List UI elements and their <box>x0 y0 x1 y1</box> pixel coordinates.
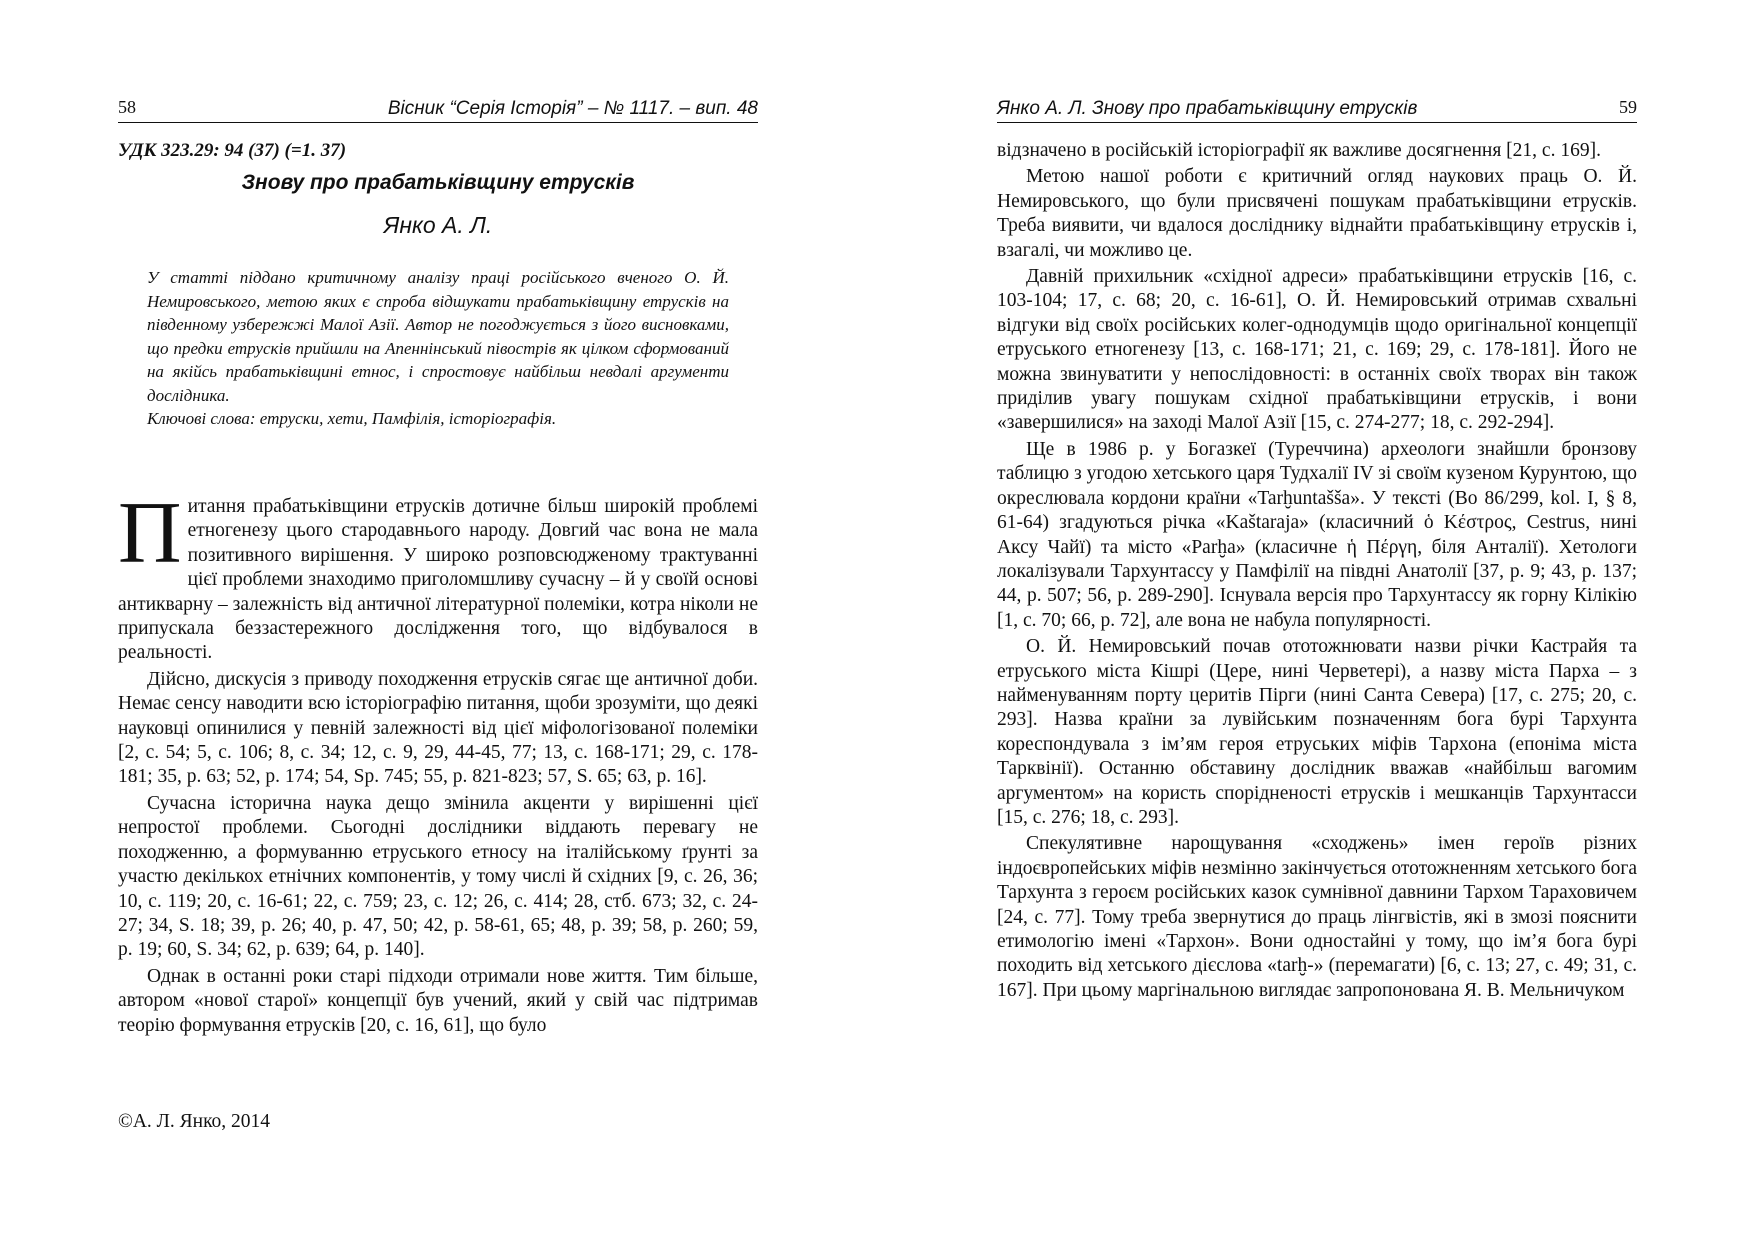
journal-title: Вісник “Серія Історія” – № 1117. – вип. 48 <box>387 98 758 119</box>
paragraph: Сучасна історична наука дещо змінила акценти у вирішенні цієї непростої проблеми. Сьогодні дослідники віддають перевагу не походженню, а формуванню етруського етносу на італійському ґрунті за участю декількох етнічних компонентів, у тому числі й східних [9, с. 26, 36; 10, с. 119; 20, с. 16-61; 22, с. 759; 23, с. 12; 26, с. 414; 28, стб. 673; 32, с. 24-27; 34, S. 18; 39, p. 26; 40, p. 47, 50; 42, p. 58-61, 65; 48, p. 39; 58, p. 260; 59, p. 19; 60, S. 34; 62, p. 639; 64, p. 140]. <box>118 792 758 961</box>
page-number-right: 59 <box>1619 97 1637 117</box>
article-author: Янко А. Л. <box>383 212 493 238</box>
paragraph: О. Й. Немировський почав ототожнювати назви річки Кастрайя та етруського міста Кішрі (Цере, нині Черветері), а назву міста Парха – з найменуванням порту церитів Пірги (нині Санта Севера) [17, с. 275; 20, с. 293]. Назва країни за лувійським позначенням бога бурі Тархунта кореспондувала з ім’ям героя етруських міфів Тархона (епоніма міста Тарквінії). Останню обставину дослідник вважав «найбільш вагомим аргументом» на користь спорідненості етрусків і мешканців Тархунтасси [15, с. 276; 18, с. 293]. <box>997 636 1637 828</box>
running-head-left <box>118 96 758 123</box>
abstract-text: У статті піддано критичному аналізу праці російського вченого О. Й. Немировського, метою яких є спроба відшукати прабатьківщину етрусків на південному узбережжі Малої Азії. Автор не погоджується з його висновками, що предки етрусків прийшли на Апеннінський півострів як цілком сформований на якійсь прабатьківщині етнос, і спростовує найбільш невдалі аргументи дослідника. <box>147 268 729 405</box>
body-text-left <box>118 485 758 1040</box>
paragraph: Давній прихильник «східної адреси» прабатьківщини етрусків [16, с. 103-104; 17, с. 68; 20, с. 16-61], О. Й. Немировський отримав схвальні відгуки від своїх російських колег-однодумців щодо оригінальної концепції етруського етногенезу [13, с. 168-171; 21, с. 169; 29, с. 178-181]. Його не можна звинуватити у непослідовності: в останніх своїх творах він також приділив увагу пошукам східної прабатьківщини етрусків, і вони «завершилися» на заході Малої Азії [15, с. 274-277; 18, с. 292-294]. <box>997 266 1637 434</box>
paragraph-text: итання прабатьківщини етрусків дотичне більш широкій проблемі етногенезу цього стародавнього народу. Довгий час вона не мала позитивного вирішення. У широко розповсюдженому трактуванні цієї проблеми знаходимо приголомшливу сучасну – й у своїй основі антикварну – залежність від античної літературної полеміки, котра ніколи не припускала беззастережного дослідження того, що відбувалося в реальності. <box>118 496 758 664</box>
paragraph: Метою нашої роботи є критичний огляд наукових праць О. Й. Немировського, що були присвячені пошукам прабатьківщини етрусків. Треба виявити, чи вдалося досліднику віднайти прабатьківщину етрусків і, взагалі, чи можливо це. <box>997 166 1637 261</box>
body-text-right <box>997 139 1637 1005</box>
abstract <box>147 266 729 431</box>
copyright: ©А. Л. Янко, 2014 <box>118 1111 271 1132</box>
udc-code: УДК 323.29: 94 (37) (=1. 37) <box>118 140 347 161</box>
paragraph: відзначено в російській історіографії як важливе досягнення [21, с. 169]. <box>997 140 1601 161</box>
paragraph: Однак в останні роки старі підходи отримали нове життя. Тим більше, автором «нової старої» концепції був учений, який у свій час підтримав теорію формування етрусків [20, с. 16, 61], що було <box>118 965 758 1036</box>
paragraph: Ще в 1986 р. у Богазкеї (Туреччина) археологи знайшли бронзову таблицю з угодою хетського царя Тудхалії IV зі своїм кузеном Курунтою, що окреслювала кордони країни «Tarḫuntašša». У тексті (Bo 86/299, kol. I, § 8, 61-64) згадуються річка «Kaštaraja» (класичний ὁ Κέστρος, Cestrus, нині Аксу Чайї) та місто «Parḫa» (класичне ἡ Πέργη, біля Анталії). Хетологи локалізували Тархунтассу у Памфілії на півдні Анатолії [37, p. 9; 43, p. 137; 44, p. 507; 56, p. 289-290]. Існувала версія про Тархунтассу як горну Кілікію [1, с. 70; 66, p. 72], але вона не набула популярності. <box>997 438 1637 631</box>
paragraph: Дійсно, дискусія з приводу походження етрусків сягає ще античної доби. Немає сенсу наводити всю історіографію питання, щоби зрозуміти, що деякі науковці опинилися у певній залежності від цієї міфологізованої полеміки [2, с. 54; 5, с. 106; 8, с. 34; 12, с. 9, 29, 44-45, 77; 13, с. 168-171; 29, с. 178-181; 35, p. 63; 52, p. 174; 54, Sp. 745; 55, p. 821-823; 57, S. 65; 63, p. 16]. <box>118 668 758 788</box>
keywords: Ключові слова: етруски, хети, Памфілія, історіографія. <box>147 409 557 428</box>
paragraph <box>118 485 758 666</box>
paragraph: Спекулятивне нарощування «сходжень» імен героїв різних індоєвропейських міфів незмінно закінчується ототожненням хетського бога Тархунта з героєм російських казок сумнівної давнини Тархом Тараховичем [24, с. 77]. Тому треба звернутися до праць лінгвістів, які в змозі пояснити етимологію імені «Тархон». Вони одностайні у тому, що ім’я бога бурі походить від хетського дієслова «tarḫ-» (перемагати) [6, с. 13; 27, с. 49; 31, с. 167]. При цьому маргінальною виглядає запропонована Я. В. Мельничуком <box>997 833 1637 1001</box>
page-number-left: 58 <box>118 97 136 117</box>
running-article-title: Янко А. Л. Знову про прабатьківщину етрусків <box>997 98 1418 119</box>
drop-cap: П <box>118 485 182 582</box>
running-head-right <box>997 96 1637 123</box>
right-page <box>874 0 1748 1240</box>
article-title: Знову про прабатьківщину етрусків <box>241 171 635 194</box>
